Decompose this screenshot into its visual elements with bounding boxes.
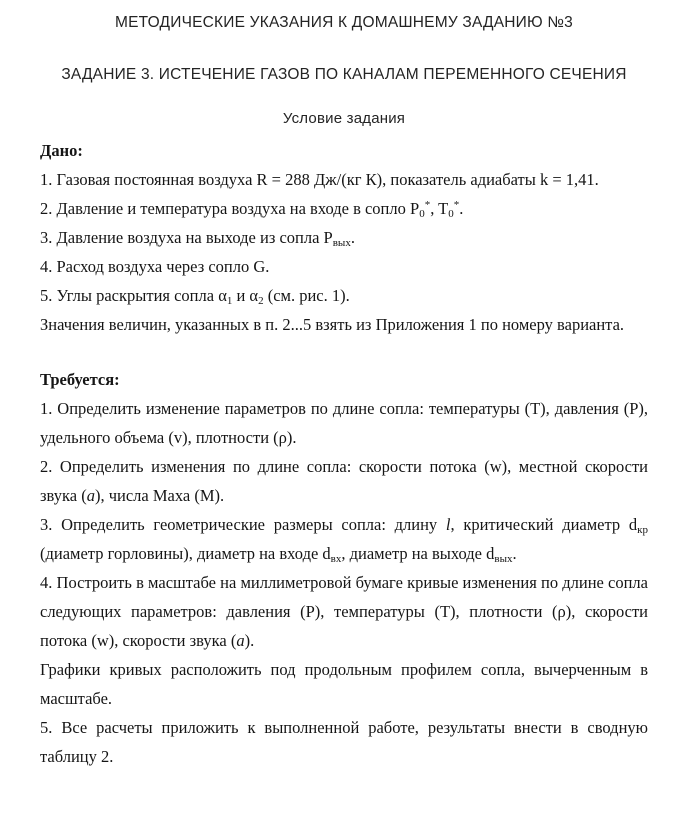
text-run: 1. Определить изменение параметров по длине сопла: температуры (Т), давления (Р), удельного объема (v), плотности (ρ). bbox=[40, 399, 648, 447]
text-run: , диаметр на выходе d bbox=[341, 544, 495, 563]
required-item-3 bbox=[40, 510, 648, 568]
given-note bbox=[40, 310, 648, 339]
text-run: 4. Построить в масштабе на миллиметровой бумаге кривые изменения по длине сопла следующих параметров: давления (Р), температуры (Т), плотности (ρ), скорости потока (w), скорости звука ( bbox=[40, 573, 648, 650]
required-item-1 bbox=[40, 394, 648, 452]
text-run-i: а bbox=[236, 631, 245, 650]
text-run: . bbox=[459, 199, 464, 218]
text-run-sup: * bbox=[424, 199, 431, 211]
required-item-5 bbox=[40, 713, 648, 771]
text-run-sub: 2 bbox=[258, 295, 264, 307]
given-item-3 bbox=[40, 223, 648, 252]
doc-title: МЕТОДИЧЕСКИЕ УКАЗАНИЯ К ДОМАШНЕМУ ЗАДАНИЮ №3 bbox=[115, 14, 573, 31]
required-note bbox=[40, 655, 648, 713]
text-run: 5. Все расчеты приложить к выполненной работе, результаты внести в сводную таблицу 2. bbox=[40, 718, 648, 766]
section-given bbox=[40, 136, 648, 339]
text-run: 4. Расход воздуха через сопло G. bbox=[40, 257, 270, 276]
section-required bbox=[40, 365, 648, 771]
required-item-2 bbox=[40, 452, 648, 510]
text-run: ). bbox=[244, 631, 255, 650]
text-run: , критический диаметр d bbox=[450, 515, 638, 534]
section-heading-required: Требуется: bbox=[40, 370, 120, 389]
text-run: 2. Определить изменения по длине сопла: скорости потока (w), местной скорости звука ( bbox=[40, 457, 648, 505]
text-run-sub: кр bbox=[637, 524, 648, 536]
given-item-1 bbox=[40, 165, 648, 194]
conditions-subtitle: Условие задания bbox=[282, 110, 406, 127]
text-run: 5. Углы раскрытия сопла α bbox=[40, 286, 227, 305]
text-run: . bbox=[512, 544, 517, 563]
section-heading-given: Дано: bbox=[40, 141, 83, 160]
text-run: 1. Газовая постоянная воздуха R = 288 Дж/(кг К), показатель адиабаты k = 1,41. bbox=[40, 170, 599, 189]
text-run-i: а bbox=[86, 486, 95, 505]
given-item-5 bbox=[40, 281, 648, 310]
task-title: ЗАДАНИЕ 3. ИСТЕЧЕНИЕ ГАЗОВ ПО КАНАЛАМ ПЕРЕМЕННОГО СЕЧЕНИЯ bbox=[61, 66, 627, 83]
required-item-4 bbox=[40, 568, 648, 655]
text-run-sub: 0 bbox=[419, 208, 425, 220]
text-run-sub: 1 bbox=[226, 295, 233, 307]
text-run-sub: вх bbox=[330, 553, 342, 565]
text-run-sub: 0 bbox=[448, 208, 454, 220]
text-run-sub: вых bbox=[494, 553, 513, 565]
text-run-sup: * bbox=[453, 199, 460, 211]
text-run: 3. Давление воздуха на выходе из сопла P bbox=[40, 228, 333, 247]
document-body bbox=[40, 136, 648, 771]
text-run: ), числа Маха (М). bbox=[94, 486, 225, 505]
text-run: , T bbox=[430, 199, 449, 218]
text-run-i: l bbox=[445, 515, 451, 534]
text-run: Значения величин, указанных в п. 2...5 взять из Приложения 1 по номеру варианта. bbox=[40, 315, 625, 334]
text-run: и α bbox=[232, 286, 259, 305]
given-item-4 bbox=[40, 252, 648, 281]
text-run: 2. Давление и температура воздуха на входе в сопло P bbox=[40, 199, 420, 218]
text-run: 3. Определить геометрические размеры сопла: длину bbox=[40, 515, 446, 534]
text-run: (см. рис. 1). bbox=[263, 286, 350, 305]
text-run: . bbox=[350, 228, 355, 247]
text-run-sub: вых bbox=[332, 237, 351, 249]
text-run: (диаметр горловины), диаметр на входе d bbox=[40, 544, 331, 563]
given-item-2 bbox=[40, 194, 648, 223]
text-run: Графики кривых расположить под продольным профилем сопла, вычерченным в масштабе. bbox=[40, 660, 648, 708]
